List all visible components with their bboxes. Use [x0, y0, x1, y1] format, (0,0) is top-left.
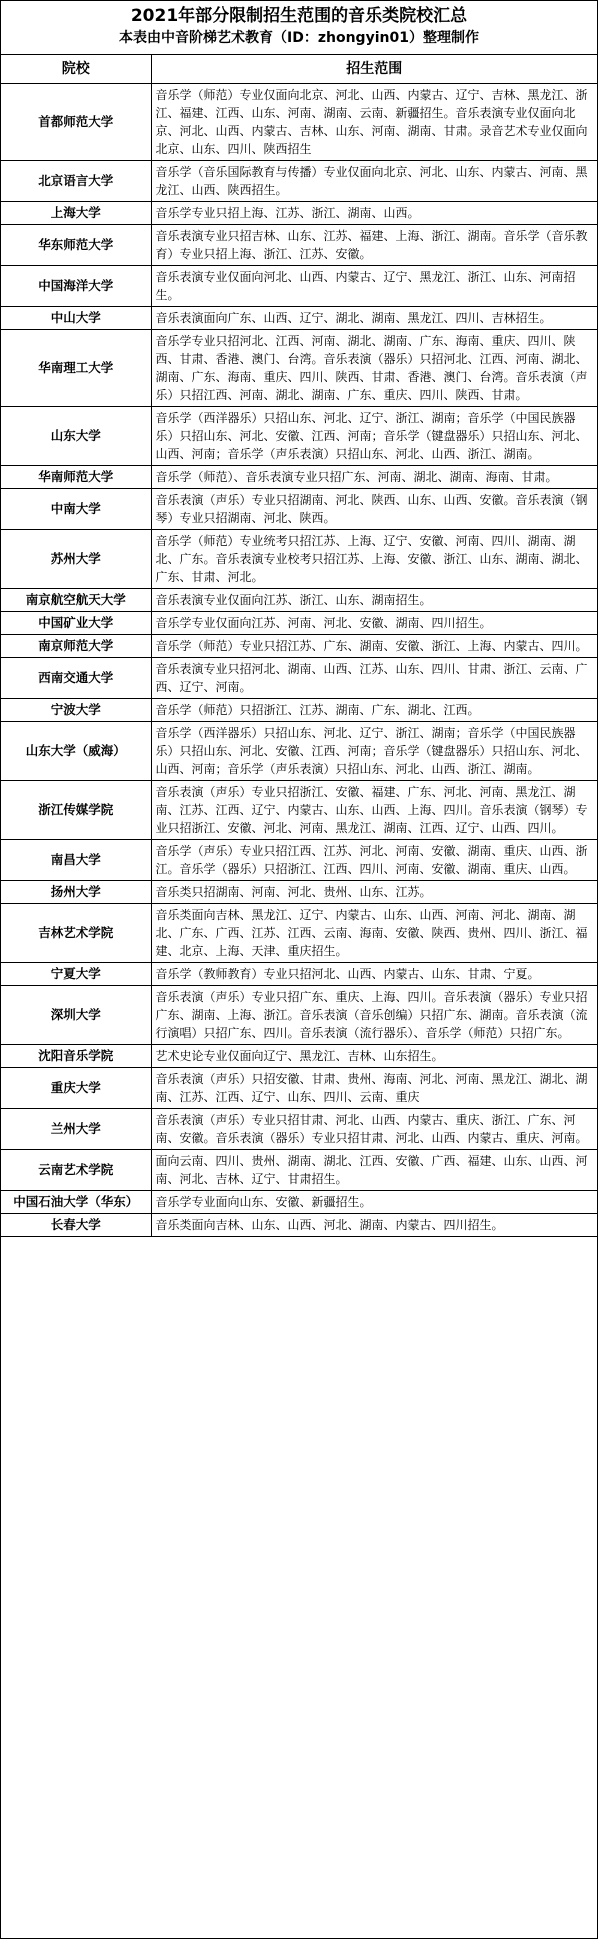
school-name-cell: 华南师范大学: [1, 466, 151, 489]
admission-scope-cell: 音乐表演专业仅面向河北、山西、内蒙古、辽宁、黑龙江、浙江、山东、河南招生。: [151, 266, 597, 307]
table-row: [1, 407, 597, 466]
table-row: [1, 84, 597, 161]
admission-scope-cell: 音乐学专业仅面向江苏、河南、河北、安徽、湖南、四川招生。: [151, 612, 597, 635]
admissions-table: [1, 55, 597, 1237]
school-name-cell: 吉林艺术学院: [1, 904, 151, 963]
table-row: [1, 635, 597, 658]
table-row: [1, 1191, 597, 1214]
table-row: [1, 963, 597, 986]
admission-scope-cell: 音乐学（师范）专业仅面向北京、河北、山西、内蒙古、辽宁、吉林、黑龙江、浙江、福建、江西、山东、河南、湖南、云南、新疆招生。音乐表演专业仅面向北京、河北、山西、内蒙古、吉林、山东、河南、湖南、甘肃。录音艺术专业仅面向北京、山东、四川、陕西招生: [151, 84, 597, 161]
title-block: [1, 1, 597, 55]
admission-scope-cell: 音乐学专业只招上海、江苏、浙江、湖南、山西。: [151, 202, 597, 225]
table-row: [1, 781, 597, 840]
school-name-cell: 沈阳音乐学院: [1, 1045, 151, 1068]
admission-scope-cell: 面向云南、四川、贵州、湖南、湖北、江西、安徽、广西、福建、山东、山西、河南、河北、吉林、辽宁、甘肃招生。: [151, 1150, 597, 1191]
table-row: [1, 1109, 597, 1150]
school-name-cell: 宁夏大学: [1, 963, 151, 986]
table-row: [1, 330, 597, 407]
admission-scope-cell: 音乐表演（声乐）专业只招甘肃、河北、山西、内蒙古、重庆、浙江、广东、河南、安徽。音乐表演（器乐）专业只招甘肃、河北、山西、内蒙古、重庆、河南。: [151, 1109, 597, 1150]
school-name-cell: 山东大学: [1, 407, 151, 466]
table-row: [1, 658, 597, 699]
admission-scope-cell: 音乐学（教师教育）专业只招河北、山西、内蒙古、山东、甘肃、宁夏。: [151, 963, 597, 986]
table-row: [1, 904, 597, 963]
admission-scope-cell: 音乐学（声乐）专业只招江西、江苏、河北、河南、安徽、湖南、重庆、山西、浙江。音乐学（器乐）只招浙江、江西、四川、河南、安徽、湖南、重庆、山西。: [151, 840, 597, 881]
admission-scope-cell: 音乐表演专业只招吉林、山东、江苏、福建、上海、浙江、湖南。音乐学（音乐教育）专业只招上海、浙江、江苏、安徽。: [151, 225, 597, 266]
admission-scope-cell: 音乐学（师范）专业只招江苏、广东、湖南、安徽、浙江、上海、内蒙古、四川。: [151, 635, 597, 658]
school-name-cell: 中山大学: [1, 307, 151, 330]
school-name-cell: 长春大学: [1, 1214, 151, 1237]
school-name-cell: 中国矿业大学: [1, 612, 151, 635]
admission-scope-cell: 音乐学专业只招河北、江西、河南、湖北、湖南、广东、海南、重庆、四川、陕西、甘肃、香港、澳门、台湾。音乐表演（器乐）只招河北、江西、河南、湖北、湖南、广东、海南、重庆、四川、陕西、甘肃、香港、澳门、台湾。音乐表演（声乐）只招江西、河南、湖北、湖南、广东、重庆、四川、陕西、甘肃。: [151, 330, 597, 407]
school-name-cell: 南昌大学: [1, 840, 151, 881]
table-body: [1, 84, 597, 1237]
page-title: 2021年部分限制招生范围的音乐类院校汇总: [130, 6, 468, 26]
school-name-cell: 苏州大学: [1, 530, 151, 589]
table-row: [1, 489, 597, 530]
table-row: [1, 612, 597, 635]
page-subtitle: 本表由中音阶梯艺术教育（ID：zhongyin01）整理制作: [119, 30, 479, 46]
school-name-cell: 云南艺术学院: [1, 1150, 151, 1191]
admission-scope-cell: 艺术史论专业仅面向辽宁、黑龙江、吉林、山东招生。: [151, 1045, 597, 1068]
admission-scope-cell: 音乐类面向吉林、黑龙江、辽宁、内蒙古、山东、山西、河南、河北、湖南、湖北、广东、广西、江苏、江西、云南、海南、安徽、陕西、贵州、四川、浙江、福建、北京、上海、天津、重庆招生。: [151, 904, 597, 963]
admission-scope-cell: 音乐表演（声乐）专业只招湖南、河北、陕西、山东、山西、安徽。音乐表演（钢琴）专业只招湖南、河北、陕西。: [151, 489, 597, 530]
admission-scope-cell: 音乐表演（声乐）专业只招广东、重庆、上海、四川。音乐表演（器乐）专业只招广东、湖南、上海、浙江。音乐表演（音乐创编）只招广东、湖南。音乐表演（流行演唱）只招广东、四川。音乐表演（流行器乐）、音乐学（师范）只招广东。: [151, 986, 597, 1045]
school-name-cell: 中南大学: [1, 489, 151, 530]
school-name-cell: 中国海洋大学: [1, 266, 151, 307]
table-row: [1, 1214, 597, 1237]
table-row: [1, 1068, 597, 1109]
table-row: [1, 161, 597, 202]
school-name-cell: 深圳大学: [1, 986, 151, 1045]
school-name-cell: 上海大学: [1, 202, 151, 225]
school-name-cell: 首都师范大学: [1, 84, 151, 161]
school-name-cell: 兰州大学: [1, 1109, 151, 1150]
table-row: [1, 840, 597, 881]
table-row: [1, 699, 597, 722]
school-name-cell: 中国石油大学（华东）: [1, 1191, 151, 1214]
table-row: [1, 530, 597, 589]
admission-scope-cell: 音乐类只招湖南、河南、河北、贵州、山东、江苏。: [151, 881, 597, 904]
table-row: [1, 589, 597, 612]
table-row: [1, 466, 597, 489]
table-row: [1, 307, 597, 330]
table-row: [1, 881, 597, 904]
admission-scope-cell: 音乐学专业面向山东、安徽、新疆招生。: [151, 1191, 597, 1214]
admission-scope-cell: 音乐学（音乐国际教育与传播）专业仅面向北京、河北、山东、内蒙古、河南、黑龙江、山西、陕西招生。: [151, 161, 597, 202]
table-row: [1, 225, 597, 266]
school-name-cell: 宁波大学: [1, 699, 151, 722]
column-header-school: 院校: [1, 55, 151, 84]
admission-scope-cell: 音乐学（师范）专业统考只招江苏、上海、辽宁、安徽、河南、四川、湖南、湖北、广东。音乐表演专业校考只招江苏、上海、安徽、浙江、山东、湖南、湖北、广东、甘肃、河北。: [151, 530, 597, 589]
school-name-cell: 西南交通大学: [1, 658, 151, 699]
school-name-cell: 重庆大学: [1, 1068, 151, 1109]
admission-scope-cell: 音乐学（师范）只招浙江、江苏、湖南、广东、湖北、江西。: [151, 699, 597, 722]
admission-scope-cell: 音乐表演（声乐）专业只招浙江、安徽、福建、广东、河北、河南、黑龙江、湖南、江苏、江西、辽宁、内蒙古、山东、山西、上海、四川。音乐表演（钢琴）专业只招浙江、安徽、河北、河南、黑龙江、湖南、江西、辽宁、山西、四川。: [151, 781, 597, 840]
admission-scope-cell: 音乐学（西洋器乐）只招山东、河北、辽宁、浙江、湖南；音乐学（中国民族器乐）只招山东、河北、安徽、江西、河南；音乐学（键盘器乐）只招山东、河北、山西、河南；音乐学（声乐表演）只招山东、河北、山西、浙江、湖南。: [151, 407, 597, 466]
school-name-cell: 扬州大学: [1, 881, 151, 904]
admission-scope-cell: 音乐学（西洋器乐）只招山东、河北、辽宁、浙江、湖南；音乐学（中国民族器乐）只招山东、河北、安徽、江西、河南；音乐学（键盘器乐）只招山东、河北、山西、河南；音乐学（声乐表演）只招山东、河北、山西、浙江、湖南。: [151, 722, 597, 781]
school-name-cell: 浙江传媒学院: [1, 781, 151, 840]
admission-scope-cell: 音乐学（师范）、音乐表演专业只招广东、河南、湖北、湖南、海南、甘肃。: [151, 466, 597, 489]
table-row: [1, 1045, 597, 1068]
table-row: [1, 986, 597, 1045]
table-row: [1, 1150, 597, 1191]
school-name-cell: 华南理工大学: [1, 330, 151, 407]
school-name-cell: 北京语言大学: [1, 161, 151, 202]
admission-scope-cell: 音乐类面向吉林、山东、山西、河北、湖南、内蒙古、四川招生。: [151, 1214, 597, 1237]
admission-scope-cell: 音乐表演专业仅面向江苏、浙江、山东、湖南招生。: [151, 589, 597, 612]
school-name-cell: 山东大学（威海）: [1, 722, 151, 781]
table-row: [1, 722, 597, 781]
school-name-cell: 南京师范大学: [1, 635, 151, 658]
school-name-cell: 华东师范大学: [1, 225, 151, 266]
table-header-row: [1, 55, 597, 84]
column-header-scope: 招生范围: [151, 55, 597, 84]
school-name-cell: 南京航空航天大学: [1, 589, 151, 612]
admission-scope-cell: 音乐表演面向广东、山西、辽宁、湖北、湖南、黑龙江、四川、吉林招生。: [151, 307, 597, 330]
admission-scope-cell: 音乐表演专业只招河北、湖南、山西、江苏、山东、四川、甘肃、浙江、云南、广西、辽宁、河南。: [151, 658, 597, 699]
table-row: [1, 202, 597, 225]
admission-scope-cell: 音乐表演（声乐）只招安徽、甘肃、贵州、海南、河北、河南、黑龙江、湖北、湖南、江苏、江西、辽宁、山东、四川、云南、重庆: [151, 1068, 597, 1109]
table-row: [1, 266, 597, 307]
